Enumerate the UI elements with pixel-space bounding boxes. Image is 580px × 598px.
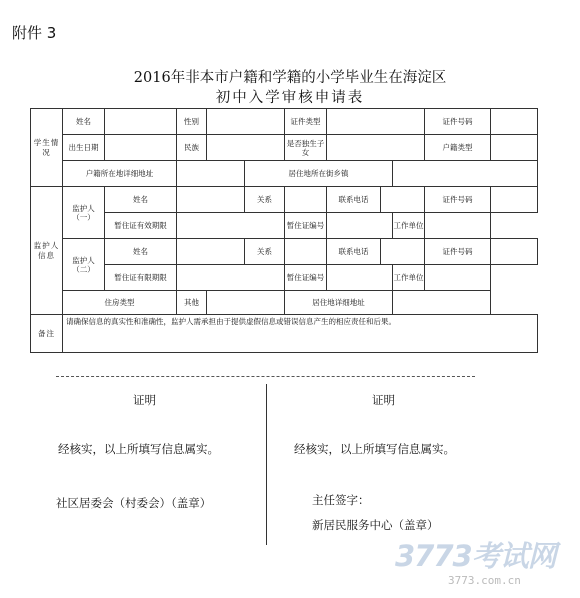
attachment-label: 附件 3 <box>12 24 57 42</box>
housing-type-other: 其他 <box>177 291 207 315</box>
housing-type-label: 住房类型 <box>63 291 177 315</box>
section-divider-dashed <box>56 376 475 377</box>
guardian2-id-number-label: 证件号码 <box>425 239 491 265</box>
guardian1-id-number-cell[interactable] <box>491 187 538 213</box>
left-cert-signer: 社区居委会（村委会）（盖章） <box>56 496 212 510</box>
guardian1-permit-validity-cell[interactable] <box>177 213 285 239</box>
ethnicity-cell[interactable] <box>207 135 285 161</box>
guardian1-permit-number-label: 暂住证编号 <box>285 213 327 239</box>
left-cert-title: 证明 <box>133 393 156 407</box>
guardian2-phone-label: 联系电话 <box>327 239 381 265</box>
id-number-cell[interactable] <box>491 109 538 135</box>
guardian2-label: 监护人（二） <box>63 239 105 291</box>
only-child-cell[interactable] <box>327 135 425 161</box>
guardian2-id-number-cell[interactable] <box>491 239 538 265</box>
guardian1-name-cell[interactable] <box>177 187 245 213</box>
hukou-type-cell[interactable] <box>491 135 538 161</box>
table-row <box>31 291 538 315</box>
table-row <box>31 213 538 239</box>
hukou-address-cell[interactable] <box>177 161 245 187</box>
guardian-section-label: 监护人信息 <box>31 187 63 315</box>
table-row <box>31 265 538 291</box>
name-cell[interactable] <box>105 109 177 135</box>
birth-date-label: 出生日期 <box>63 135 105 161</box>
birth-date-cell[interactable] <box>105 135 177 161</box>
student-section-label: 学生情况 <box>31 109 63 187</box>
application-form-table <box>30 108 538 353</box>
guardian2-relation-label: 关系 <box>245 239 285 265</box>
residence-street-cell[interactable] <box>393 161 538 187</box>
hukou-type-label: 户籍类型 <box>425 135 491 161</box>
hukou-address-label: 户籍所在地详细地址 <box>63 161 177 187</box>
table-row <box>31 161 538 187</box>
gender-label: 性别 <box>177 109 207 135</box>
ethnicity-label: 民族 <box>177 135 207 161</box>
right-cert-signer: 新居民服务中心（盖章） <box>312 518 439 532</box>
residence-address-label: 居住地详细地址 <box>285 291 393 315</box>
left-cert-statement: 经核实，以上所填写信息属实。 <box>58 442 219 456</box>
guardian2-permit-validity-cell[interactable] <box>177 265 285 291</box>
guardian1-phone-label: 联系电话 <box>327 187 381 213</box>
guardian2-relation-cell[interactable] <box>285 239 327 265</box>
form-title-line2: 初中入学审核申请表 <box>215 90 365 106</box>
guardian1-permit-validity-label: 暂住证有效期限 <box>105 213 177 239</box>
guardian2-permit-number-label: 暂住证编号 <box>285 265 327 291</box>
guardian2-work-unit-cell[interactable] <box>425 265 491 291</box>
guardian1-work-unit-label: 工作单位 <box>393 213 425 239</box>
table-row <box>31 239 538 265</box>
id-type-label: 证件类型 <box>285 109 327 135</box>
table-row <box>31 187 538 213</box>
guardian1-relation-cell[interactable] <box>285 187 327 213</box>
guardian1-work-unit-cell[interactable] <box>425 213 491 239</box>
guardian2-permit-number-cell[interactable] <box>327 265 393 291</box>
watermark-url: 3773.com.cn <box>448 574 521 587</box>
name-label: 姓名 <box>63 109 105 135</box>
remarks-label: 备注 <box>31 315 63 353</box>
guardian2-phone-cell[interactable] <box>381 239 425 265</box>
id-number-label: 证件号码 <box>425 109 491 135</box>
guardian1-phone-cell[interactable] <box>381 187 425 213</box>
guardian2-name-cell[interactable] <box>177 239 245 265</box>
guardian1-label: 监护人（一） <box>63 187 105 239</box>
right-cert-signature: 主任签字： <box>312 493 370 507</box>
remarks-text: 请确保信息的真实性和准确性，监护人需承担由于提供虚假信息或错误信息产生的相应责任和后果。 <box>63 315 538 353</box>
gender-cell[interactable] <box>207 109 285 135</box>
table-row <box>31 109 538 135</box>
section-divider-vertical <box>266 384 267 545</box>
watermark-logo: 3773考试网 <box>395 539 556 573</box>
guardian1-permit-number-cell[interactable] <box>327 213 393 239</box>
housing-type-cell[interactable] <box>207 291 285 315</box>
id-type-cell[interactable] <box>327 109 425 135</box>
residence-street-label: 居住地所在街乡镇 <box>245 161 393 187</box>
residence-address-cell[interactable] <box>393 291 491 315</box>
only-child-label: 是否独生子女 <box>285 135 327 161</box>
table-row <box>31 135 538 161</box>
guardian2-permit-validity-label: 暂住证有限期限 <box>105 265 177 291</box>
table-row <box>31 315 538 353</box>
guardian1-relation-label: 关系 <box>245 187 285 213</box>
guardian2-name-label: 姓名 <box>105 239 177 265</box>
right-cert-title: 证明 <box>372 393 395 407</box>
right-cert-statement: 经核实，以上所填写信息属实。 <box>294 442 455 456</box>
form-title-line1: 2016年非本市户籍和学籍的小学毕业生在海淀区 <box>133 70 447 86</box>
guardian1-id-number-label: 证件号码 <box>425 187 491 213</box>
guardian2-work-unit-label: 工作单位 <box>393 265 425 291</box>
guardian1-name-label: 姓名 <box>105 187 177 213</box>
